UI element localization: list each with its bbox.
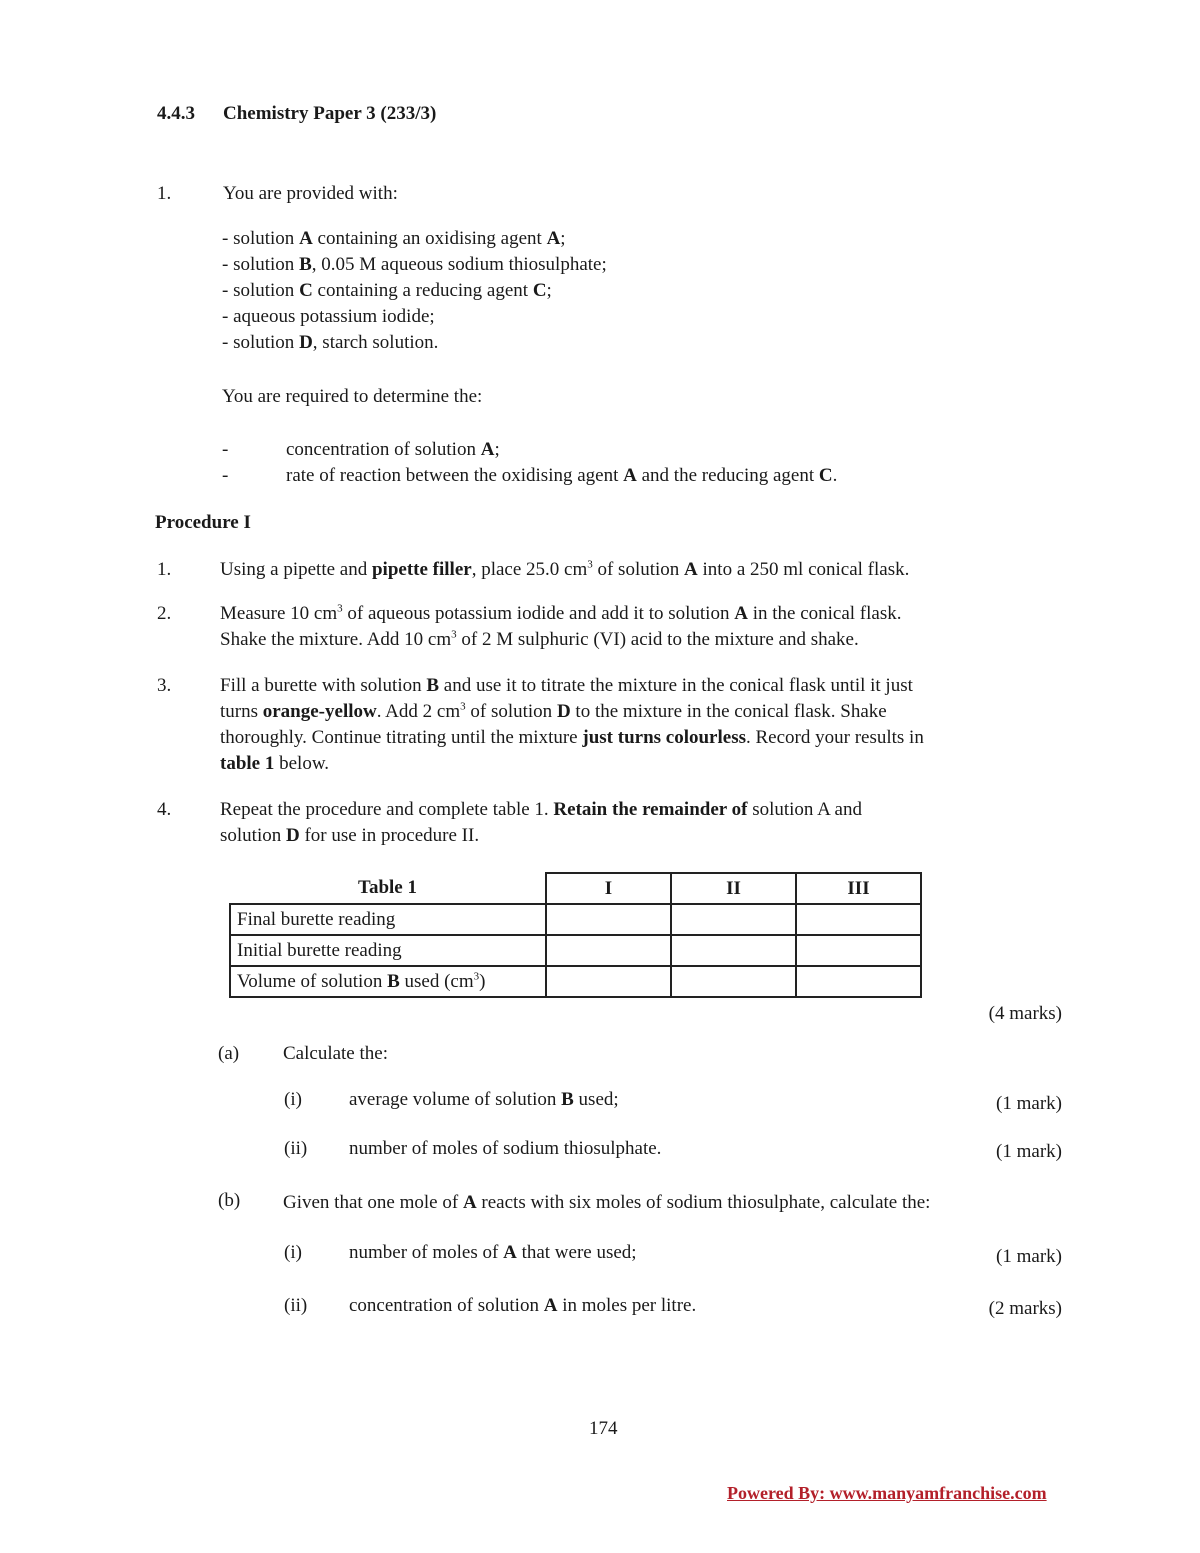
subpart-marks: (2 marks)	[988, 1298, 1062, 1319]
list-item: - solution A containing an oxidising agent A;	[222, 228, 566, 249]
row-label: Final burette reading	[230, 904, 546, 935]
section-number: 4.4.3	[157, 103, 195, 124]
table-cell	[671, 904, 796, 935]
procedure-step-1	[220, 557, 1080, 583]
list-item: - concentration of solution A;	[222, 439, 500, 460]
page-title: Chemistry Paper 3 (233/3)	[223, 103, 437, 124]
column-header: III	[796, 873, 921, 904]
row-label: Initial burette reading	[230, 935, 546, 966]
step-line: turns orange-yellow. Add 2 $cm^3$ of solution D to the mixture in the conical flask. Shake	[220, 700, 887, 722]
table-cell	[796, 966, 921, 997]
procedure-title: Procedure I	[155, 512, 251, 533]
list-item: - aqueous potassium iodide;	[222, 306, 435, 327]
table-cell	[796, 935, 921, 966]
table-cell	[671, 966, 796, 997]
row-label: Volume of solution B used $(cm^3)$	[230, 966, 546, 997]
column-header: II	[671, 873, 796, 904]
step-line: Shake the mixture. Add 10 $cm^3$ of 2 M sulphuric (VI) acid to the mixture and shake.	[220, 628, 859, 650]
step-number: 3.	[157, 675, 172, 696]
list-item: - solution C containing a reducing agent C;	[222, 280, 552, 301]
subpart-label: (i)	[284, 1089, 302, 1110]
question-intro: You are provided with:	[223, 183, 398, 204]
table-cell	[546, 966, 671, 997]
subpart-marks: (1 mark)	[996, 1246, 1062, 1267]
table-header-row	[230, 873, 921, 904]
step-number: 2.	[157, 603, 172, 624]
subpart-marks: (1 mark)	[996, 1141, 1062, 1162]
step-line: solution D for use in procedure II.	[220, 825, 480, 846]
question-number: 1.	[157, 183, 172, 204]
part-a-text: Calculate the:	[283, 1043, 388, 1064]
step-line: Using a pipette and pipette filler, place 25.0 $cm^3$ of solution A into a 250 ml conical flask.	[220, 558, 910, 580]
step-line: thoroughly. Continue titrating until the mixture just turns colourless. Record your results in	[220, 727, 924, 748]
subpart-label: (ii)	[284, 1295, 308, 1316]
table-cell	[546, 904, 671, 935]
table-caption: Table 1	[358, 877, 417, 898]
subpart-label: (i)	[284, 1242, 302, 1263]
part-a-label: (a)	[218, 1043, 240, 1064]
step-line: Repeat the procedure and complete table 1. Retain the remainder of solution A and	[220, 799, 862, 820]
procedure-step-4	[220, 797, 1080, 849]
table-row	[230, 935, 921, 966]
table-row	[230, 904, 921, 935]
list-item: - rate of reaction between the oxidising agent A and the reducing agent C.	[222, 465, 838, 486]
required-list	[222, 437, 837, 489]
list-item: - solution B, 0.05 M aqueous sodium thiosulphate;	[222, 254, 607, 275]
subpart-text: number of moles of sodium thiosulphate.	[349, 1138, 662, 1159]
provided-list	[222, 226, 607, 356]
table-marks: (4 marks)	[988, 1003, 1062, 1024]
procedure-step-3	[220, 673, 1100, 777]
procedure-step-2	[220, 601, 1080, 653]
table-cell	[796, 904, 921, 935]
list-item: - solution D, starch solution.	[222, 332, 439, 353]
subpart-text: number of moles of A that were used;	[349, 1242, 637, 1263]
table-cell	[546, 935, 671, 966]
part-b-text: Given that one mole of A reacts with six moles of sodium thiosulphate, calculate the:	[283, 1192, 931, 1213]
table-row	[230, 966, 921, 997]
step-number: 4.	[157, 799, 172, 820]
required-intro: You are required to determine the:	[222, 386, 483, 407]
step-line: table 1 below.	[220, 753, 330, 774]
page-number: 174	[589, 1418, 618, 1439]
table-cell	[671, 935, 796, 966]
footer-link[interactable]: Powered By: www.manyamfranchise.com	[727, 1483, 1047, 1503]
step-number: 1.	[157, 559, 172, 580]
column-header: I	[546, 873, 671, 904]
subpart-label: (ii)	[284, 1138, 308, 1159]
part-b-label: (b)	[218, 1190, 241, 1211]
step-line: Measure 10 $cm^3$ of aqueous potassium iodide and add it to solution A in the conical flask.	[220, 602, 902, 624]
subpart-marks: (1 mark)	[996, 1093, 1062, 1114]
subpart-text: concentration of solution A in moles per litre.	[349, 1295, 697, 1316]
subpart-text: average volume of solution B used;	[349, 1089, 619, 1110]
step-line: Fill a burette with solution B and use it to titrate the mixture in the conical flask until it just	[220, 675, 913, 696]
results-table	[229, 872, 922, 998]
